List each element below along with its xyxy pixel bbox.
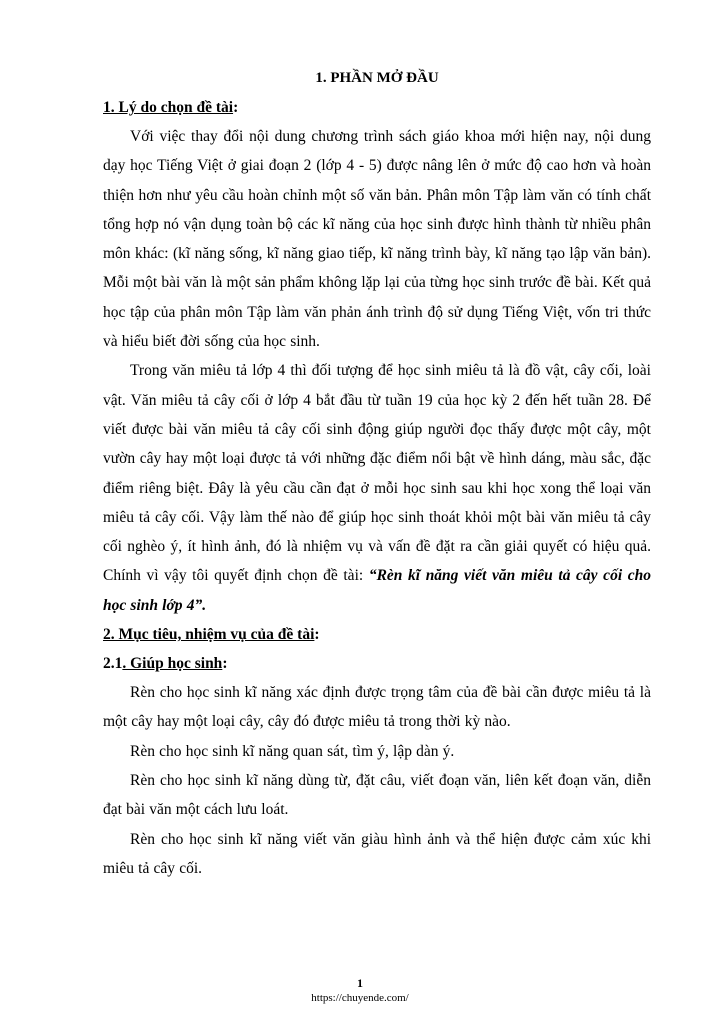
section-2-1-paragraph-1: Rèn cho học sinh kĩ năng xác định được trọng tâm của đề bài cần được miêu tả là một cây hay một loại cây, cây đó được miêu tả trong thời kỳ nào. (103, 684, 651, 731)
page-number: 1 (357, 976, 363, 990)
section-2-1-paragraph-4: Rèn cho học sinh kĩ năng viết văn giàu hình ảnh và thể hiện được cảm xúc khi miêu tả cây cối. (103, 830, 651, 877)
section-2-1-number: 2.1 (103, 655, 123, 673)
section-2-1-paragraph-2: Rèn cho học sinh kĩ năng quan sát, tìm ý, lập dàn ý. (130, 742, 455, 760)
section-1-paragraph-2-text: Trong văn miêu tả lớp 4 thì đối tượng để học sinh miêu tả là đồ vật, cây cối, loài vật. Văn miêu tả cây cối ở lớp 4 bắt đầu từ tuần 19 của học kỳ 2 đến hết tuần 28. Để viết được bài văn miêu tả cây cối sinh động giúp người đọc thấy được một cây, một vườn cây hay một loại được tả với những đặc điểm nổi bật về hình dáng, màu sắc, đặc điểm riêng biệt. Đây là yêu cầu cần đạt ở mỗi học sinh sau khi học xong thể loại văn miêu tả cây cối. Vậy làm thế nào để giúp học sinh thoát khỏi một bài văn miêu tả cây cối nghèo ý, ít hình ảnh, đó là nhiệm vụ và vấn đề đặt ra cần giải quyết có hiệu quả. Chính vì vậy tôi quyết định chọn đề tài: (103, 362, 651, 585)
section-2-1-paragraph-3: Rèn cho học sinh kĩ năng dùng từ, đặt câu, viết đoạn văn, liên kết đoạn văn, diễn đạt bài văn một cách lưu loát. (103, 771, 651, 819)
section-2-title-colon: : (314, 626, 320, 644)
document-page (103, 64, 651, 883)
section-2-1-title (103, 649, 651, 678)
section-1-title-colon: : (233, 99, 239, 116)
footer-url: https://chuyende.com/ (311, 992, 409, 1004)
topic-title-quote: “Rèn kĩ năng viết văn miêu tả cây cối cho học sinh lớp 4”. (103, 567, 651, 614)
section-2-1-title-text: . Giúp học sinh (122, 655, 223, 673)
section-2-1-title-colon: : (222, 655, 228, 673)
section-2-title-text: 2. Mục tiêu, nhiệm vụ của đề tài (103, 626, 315, 644)
section-2-title (103, 620, 651, 649)
section-1-paragraph-2 (103, 356, 651, 620)
section-1-paragraph-1: Với việc thay đổi nội dung chương trình sách giáo khoa mới hiện nay, nội dung dạy học Tiếng Việt ở giai đoạn 2 (lớp 4 - 5) được nâng lên ở mức độ cao hơn và hoàn thiện hơn như yêu cầu hoàn chỉnh một số văn bản. Phân môn Tập làm văn có tính chất tổng hợp nó vận dụng toàn bộ các kĩ năng của học sinh được hình thành từ nhiều phân môn khác: (kĩ năng sống, kĩ năng giao tiếp, kĩ năng trình bày, kĩ năng tạo lập văn bản). Mỗi một bài văn là một sản phẩm không lặp lại của từng học sinh trước đề bài. Kết quả học tập của phân môn Tập làm văn phản ánh trình độ sử dụng Tiếng Việt, vốn tri thức và hiểu biết đời sống của học sinh. (103, 128, 651, 351)
section-1-title-text: 1. Lý do chọn đề tài (103, 99, 234, 116)
main-heading: 1. PHẦN MỞ ĐẦU (315, 70, 439, 86)
section-1-title (103, 93, 651, 122)
